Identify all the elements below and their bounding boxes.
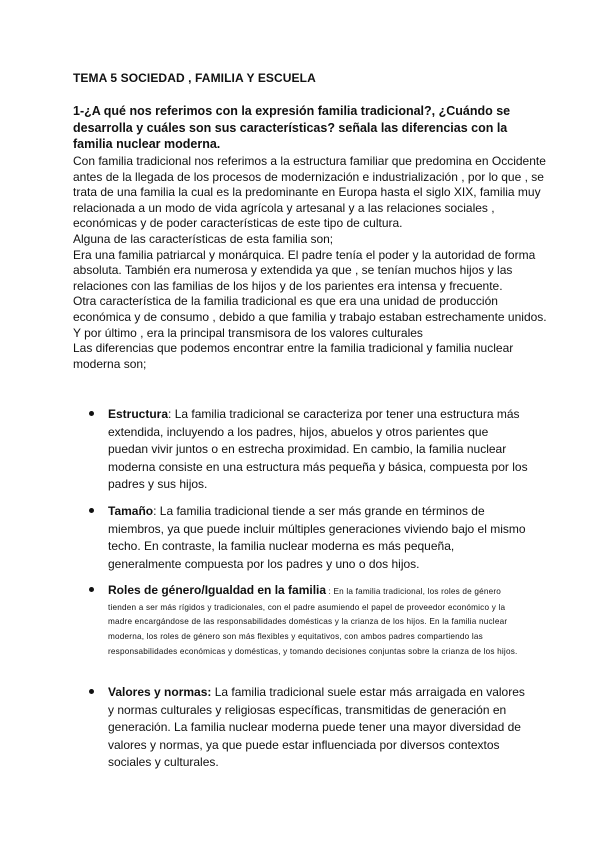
list-item-description: La familia tradicional suele estar más arraigada en valores y normas culturales y religiosas específicas, transmitidas de generación en generación. La familia nuclear moderna puede tener una mayor diversidad de valores y normas, ya que puede estar influenciada por diversos contextos sociales y culturales. <box>108 685 525 769</box>
bullet-icon <box>89 689 94 694</box>
paragraph: Las diferencias que podemos encontrar entre la familia tradicional y familia nuclear moderna son; <box>73 341 514 371</box>
answer-body <box>73 154 548 372</box>
paragraph: Alguna de las características de esta familia son; <box>73 231 334 246</box>
list-item-description: : La familia tradicional se caracteriza por tener una estructura más extendida, incluyendo a los padres, hijos, abuelos y otros parientes que puedan vivir juntos o en estrecha proximidad. En cambio, la familia nuclear moderna consiste en una estructura más pequeña y básica, compuesta por los padres y sus hijos. <box>108 407 528 491</box>
list-item-description: : En la familia tradicional, los roles de género tienden a ser más rígidos y tradicionales, con el padre asumiendo el papel de proveedor económico y la madre encargándose de las responsabilidades domésticas y la crianza de los hijos. En la familia nuclear moderna, los roles de género son más flexibles y equitativos, con ambos padres compartiendo las responsabilidades económicas y domésticas, y tomando decisiones conjuntas sobre la crianza de los hijos. <box>108 587 518 656</box>
list-item-term: Estructura <box>108 407 169 421</box>
bullet-icon <box>89 508 94 513</box>
list-item-term: Roles de género/Igualdad en la familia <box>108 583 327 597</box>
list-item-text <box>108 684 528 772</box>
bullet-icon <box>89 587 94 592</box>
question-heading: 1-¿A qué nos referimos con la expresión familia tradicional?, ¿Cuándo se desarrolla y cuáles son sus características? señala las diferencias con la familia nuclear moderna. <box>73 104 511 151</box>
bullet-icon <box>89 411 94 416</box>
document-title: TEMA 5 SOCIEDAD , FAMILIA Y ESCUELA <box>73 71 316 85</box>
paragraph: Con familia tradicional nos referimos a la estructura familiar que predomina en Occidente antes de la llegada de los procesos de modernización e industrialización , por lo que , se trata de una familia la cual es la predominante en Europa hasta el siglo XIX, familia muy relacionada a un modo de vida agrícola y artesanal y a las relaciones sociales , económicas y de poder características de este tipo de cultura. <box>73 154 546 231</box>
list-item-text <box>108 582 528 659</box>
list-item-description: : La familia tradicional tiende a ser más grande en términos de miembros, ya que puede incluir múltiples generaciones viviendo bajo el mismo techo. En contraste, la familia nuclear moderna es más pequeña, generalmente compuesta por los padres y uno o dos hijos. <box>108 504 526 571</box>
paragraph: Otra característica de la familia tradicional es que era una unidad de producción económica y de consumo , debido a que familia y trabajo estaban estrechamente unidos. Y por último , era la principal transmisora de los valores culturales <box>73 294 547 340</box>
list-item-term: Tamaño <box>108 504 154 518</box>
paragraph: Era una familia patriarcal y monárquica. El padre tenía el poder y la autoridad de forma absoluta. También era numerosa y extendida ya que , se tenían muchos hijos y las relaciones con las familias de los hijos y de los parientes era intensa y frecuente. <box>73 247 536 293</box>
list-item-text <box>108 503 528 573</box>
list-item-text <box>108 406 528 494</box>
list-item-term: Valores y normas: <box>108 685 212 699</box>
